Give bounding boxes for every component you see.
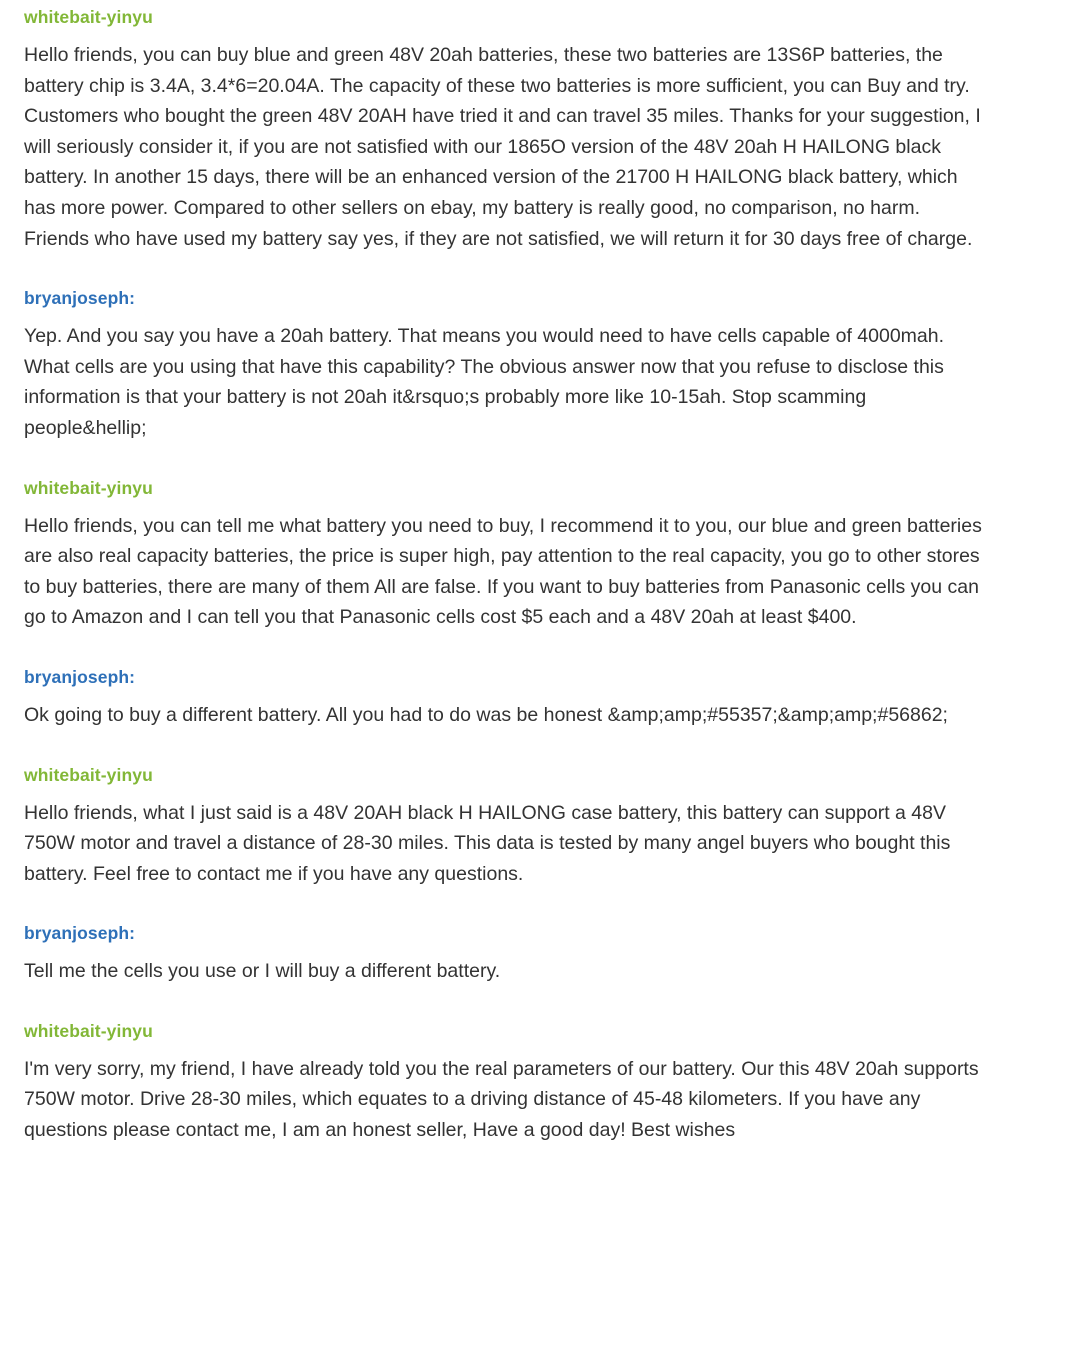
message-text: Yep. And you say you have a 20ah battery. That means you would need to have cells capable of 4000mah. What cells are you using that have this capability? The obvious answer now that you refuse to disclose this information is that your battery is not 20ah it&rsquo;s probably more like 10-15ah. Stop scamming people&hellip; (24, 325, 945, 439)
username-link[interactable]: whitebait-yinyu (24, 477, 153, 498)
username-link[interactable]: whitebait-yinyu (24, 764, 153, 785)
message-text: Ok going to buy a different battery. All you had to do was be honest &amp;amp;#55357;&amp;amp;#56862; (24, 703, 948, 726)
username-link[interactable]: bryanjoseph: (24, 666, 136, 687)
message-text: I'm very sorry, my friend, I have already told you the real parameters of our battery. Our this 48V 20ah supports 750W motor. Drive 28-30 miles, which equates to a driving distance of 45-48 kilometers. If you have any questions please contact me, I am an honest seller, Have a good day! Best wishes (24, 1057, 979, 1142)
username-link[interactable]: whitebait-yinyu (24, 7, 153, 27)
message-text: Hello friends, you can tell me what battery you need to buy, I recommend it to you, our blue and green batteries are also real capacity batteries, the price is super high, pay attention to the real capacity, you go to other stores to buy batteries, there are many of them All are false. If you want to buy batteries from Panasonic cells you can go to Amazon and I can tell you that Panasonic cells cost $5 each and a 48V 20ah at least $400. (24, 514, 982, 629)
message (24, 6, 1068, 254)
username-link[interactable]: bryanjoseph: (24, 923, 136, 944)
message (24, 477, 1068, 633)
message-text: Hello friends, what I just said is a 48V 20AH black H HAILONG case battery, this battery can support a 48V 750W motor and travel a distance of 28-30 miles. This data is tested by many angel buyers who bought this battery. Feel free to contact me if you have any questions. (24, 801, 951, 885)
message (24, 922, 1068, 987)
username-link[interactable]: bryanjoseph: (24, 288, 136, 309)
username-link[interactable]: whitebait-yinyu (24, 1020, 153, 1041)
message-text: Tell me the cells you use or I will buy a different battery. (24, 960, 501, 983)
message-text: Hello friends, you can buy blue and green 48V 20ah batteries, these two batteries are 13S6P batteries, the battery chip is 3.4A, 3.4*6=20.04A. The capacity of these two batteries is more sufficient, you can Buy and try. Customers who bought the green 48V 20AH have tried it and can travel 35 miles. Thanks for your suggestion, I will seriously consider it, if you are not satisfied with our 1865O version of the 48V 20ah H HAILONG black battery. In another 15 days, there will be an enhanced version of the 21700 H HAILONG black battery, which has more power. Compared to other sellers on ebay, my battery is really good, no comparison, no harm. Friends who have used my battery say yes, if they are not satisfied, we will return it for 30 days free of charge. (24, 44, 981, 250)
message (24, 1020, 1068, 1146)
message (24, 287, 1068, 443)
message (24, 666, 1068, 731)
message (24, 764, 1068, 890)
